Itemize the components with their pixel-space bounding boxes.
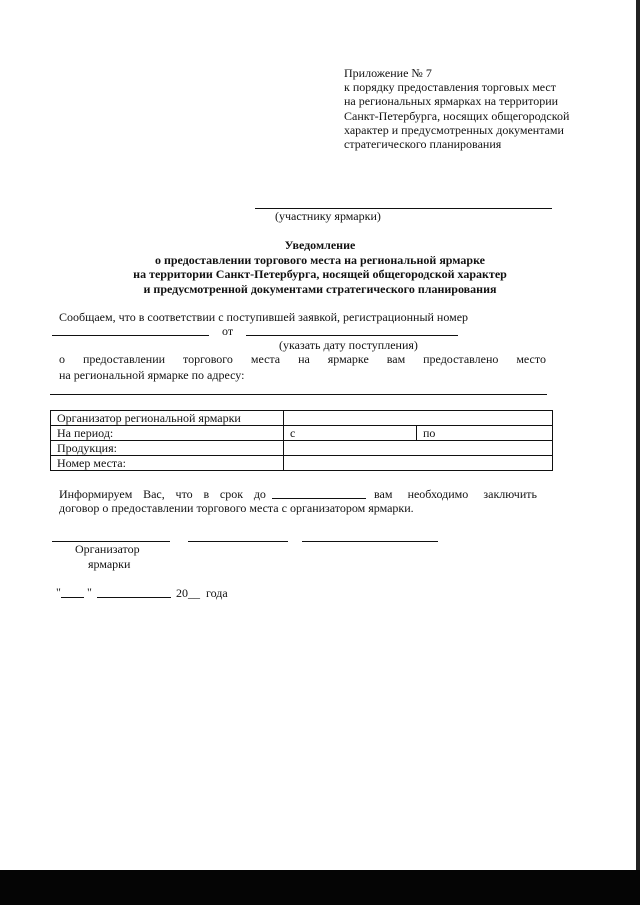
appendix-line: Приложение № 7 xyxy=(344,66,432,80)
products-label: Продукция: xyxy=(51,441,284,456)
date-quote-open: " xyxy=(56,585,61,599)
place-number-value-cell[interactable] xyxy=(284,456,553,471)
inform-line-2: договор о предоставлении торгового места с организатором ярмарки. xyxy=(59,501,414,515)
word: торгового xyxy=(183,352,233,366)
appendix-line: стратегического планирования xyxy=(344,137,502,152)
word: предоставлении xyxy=(82,352,166,366)
appendix-line: на региональных ярмарках на территории xyxy=(344,94,559,109)
period-from-cell[interactable] xyxy=(284,426,417,441)
receipt-date-line[interactable] xyxy=(246,335,458,336)
signature-line[interactable] xyxy=(188,541,288,542)
from-label: от xyxy=(222,324,234,338)
day-line[interactable] xyxy=(61,597,84,598)
word: предоставлено xyxy=(423,352,499,366)
word: место xyxy=(516,352,546,366)
info-table xyxy=(50,410,553,471)
word: вам xyxy=(386,352,406,366)
word: что xyxy=(175,487,193,501)
addressee-label: (участнику ярмарки) xyxy=(275,209,381,223)
title-line: и предусмотренной документами стратегического планирования xyxy=(143,281,497,296)
appendix-line: к порядку предоставления торговых мест xyxy=(344,80,556,95)
table-row xyxy=(51,426,553,441)
year-prefix: 20__ xyxy=(176,586,200,600)
name-line[interactable] xyxy=(302,541,438,542)
appendix-line: характер и предусмотренных документами xyxy=(344,122,564,137)
body-line-1: Сообщаем, что в соответствии с поступившей заявкой, регистрационный номер xyxy=(59,310,469,324)
appendix-block xyxy=(344,66,569,151)
place-number-label: Номер места: xyxy=(51,456,284,471)
organizer-value-cell[interactable] xyxy=(284,411,553,426)
word: ярмарке xyxy=(327,352,369,366)
scan-edge xyxy=(636,0,640,870)
body-line-2 xyxy=(59,352,546,367)
word: необходимо xyxy=(407,487,469,501)
word: Информируем xyxy=(59,487,133,501)
title-line: на территории Санкт-Петербурга, носящей общегородской характер xyxy=(133,267,507,281)
inform-line-right xyxy=(374,487,537,502)
date-hint: (указать дату поступления) xyxy=(279,338,418,352)
word: срок xyxy=(219,487,244,501)
year-word: года xyxy=(206,586,228,600)
table-row xyxy=(51,441,553,456)
period-to-label: по xyxy=(423,426,436,440)
date-quote-close: " xyxy=(87,585,92,599)
word: до xyxy=(253,487,266,501)
word: о xyxy=(59,352,65,366)
registration-number-line[interactable] xyxy=(52,335,209,336)
scan-footer-bar xyxy=(0,870,640,905)
word: места xyxy=(250,352,281,366)
period-to-cell[interactable] xyxy=(417,426,553,441)
title-line: Уведомление xyxy=(284,238,356,252)
signature-label-2: ярмарки xyxy=(88,557,131,571)
organizer-label: Организатор региональной ярмарки xyxy=(51,411,284,426)
address-line[interactable] xyxy=(50,394,547,395)
inform-line-left xyxy=(59,487,266,502)
word: вам xyxy=(374,487,393,501)
deadline-line[interactable] xyxy=(272,498,366,499)
month-line[interactable] xyxy=(97,597,171,598)
products-value-cell[interactable] xyxy=(284,441,553,456)
table-row xyxy=(51,456,553,471)
table-row xyxy=(51,411,553,426)
word: в xyxy=(203,487,210,501)
document-title xyxy=(0,238,640,296)
period-from-label: с xyxy=(290,426,296,440)
word: на xyxy=(298,352,310,366)
word: Вас, xyxy=(143,487,165,501)
word: заключить xyxy=(483,487,537,501)
period-label: На период: xyxy=(51,426,284,441)
body-line-3: на региональной ярмарке по адресу: xyxy=(59,368,245,382)
appendix-line: Санкт-Петербурга, носящих общегородской xyxy=(344,108,570,123)
signature-label-1: Организатор xyxy=(75,542,140,556)
title-line: о предоставлении торгового места на региональной ярмарке xyxy=(154,252,486,267)
